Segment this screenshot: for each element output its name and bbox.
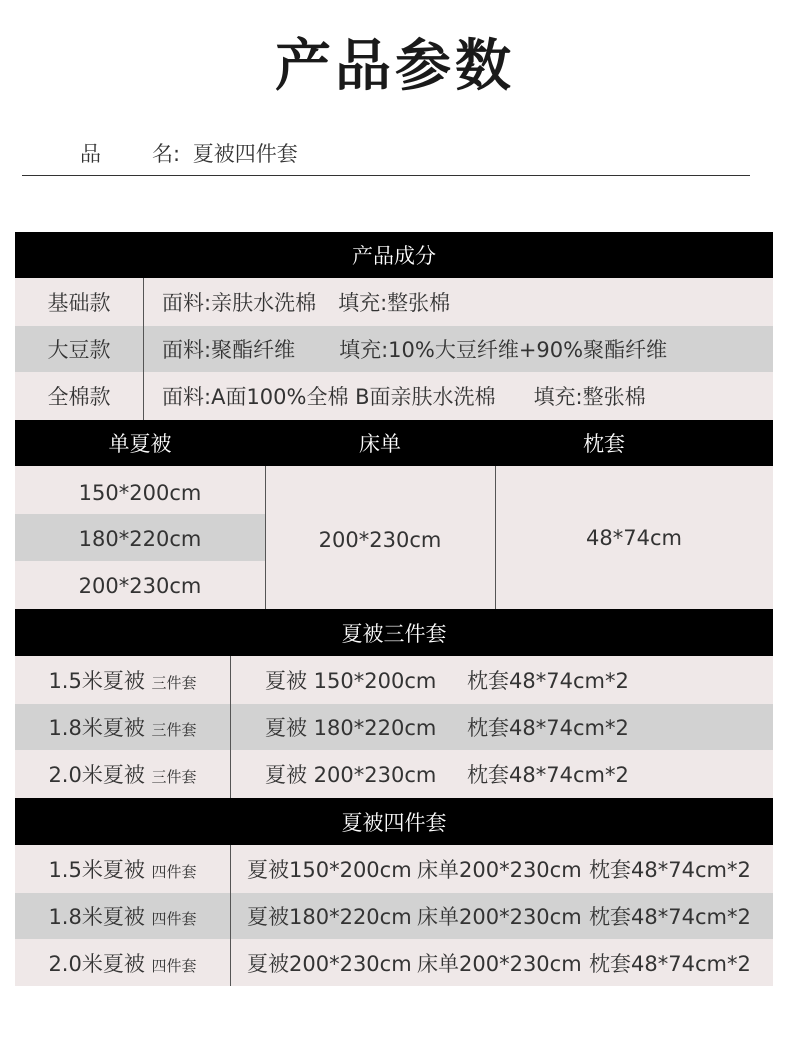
quilt-size: 200*230cm <box>78 574 202 598</box>
column-divider <box>230 845 231 986</box>
composition-row <box>15 278 773 326</box>
composition-filling: 填充:10%大豆纤维+90%聚酯纤维 <box>339 338 668 362</box>
column-divider <box>230 656 231 798</box>
set-name <box>15 712 230 742</box>
set-quilt: 夏被200*230cm <box>247 951 412 976</box>
set-suffix: 三件套 <box>151 721 197 739</box>
composition-filling: 填充:整张棉 <box>533 385 646 409</box>
size-header-band <box>15 420 773 466</box>
set-name-main: 1.5米夏被 <box>48 858 145 882</box>
set-pillow: 枕套48*74cm*2 <box>589 951 751 976</box>
column-divider <box>265 466 266 609</box>
product-name-value: 夏被四件套 <box>192 142 298 166</box>
four-piece-row <box>15 893 773 939</box>
quilt-size: 150*200cm <box>78 481 202 505</box>
set-quilt: 夏被 200*230cm <box>265 763 437 787</box>
set-quilt: 夏被 150*200cm <box>265 669 437 693</box>
pillow-size: 48*74cm <box>586 526 682 550</box>
set-name <box>15 665 230 695</box>
set-suffix: 四件套 <box>151 863 197 881</box>
four-piece-row <box>15 845 773 893</box>
composition-filling: 填充:整张棉 <box>338 291 451 315</box>
composition-fabric: 面料:A面100%全棉 B面亲肤水洗棉 <box>162 385 496 409</box>
set-pillow: 枕套48*74cm*2 <box>467 763 629 787</box>
three-piece-row <box>15 750 773 798</box>
size-header-pillow: 枕套 <box>583 432 625 456</box>
set-sheet: 床单200*230cm <box>417 905 582 929</box>
set-name-main: 1.5米夏被 <box>48 669 145 693</box>
column-divider <box>143 278 144 420</box>
composition-name: 基础款 <box>47 291 111 315</box>
product-name-row <box>80 138 298 168</box>
product-name-label-b: 名: <box>152 142 181 166</box>
product-name-label-a: 品 <box>80 142 101 166</box>
sheet-size: 200*230cm <box>318 528 442 552</box>
set-name-main: 1.8米夏被 <box>48 905 145 929</box>
composition-fabric: 面料:聚酯纤维 <box>162 338 296 362</box>
set-quilt: 夏被150*200cm <box>247 858 412 882</box>
set-quilt: 夏被 180*220cm <box>265 716 437 740</box>
size-header-sheet: 床单 <box>359 432 401 456</box>
size-header-quilt: 单夏被 <box>108 432 172 456</box>
set-name <box>15 948 230 978</box>
composition-row <box>15 326 773 372</box>
set-name-main: 2.0米夏被 <box>48 951 145 976</box>
composition-header: 产品成分 <box>15 232 773 278</box>
divider <box>22 175 750 176</box>
quilt-size: 180*220cm <box>78 527 202 551</box>
set-suffix: 四件套 <box>151 910 197 928</box>
composition-fabric: 面料:亲肤水洗棉 <box>162 291 317 315</box>
set-quilt: 夏被180*220cm <box>247 905 412 929</box>
set-pillow: 枕套48*74cm*2 <box>467 669 629 693</box>
set-name <box>15 759 230 789</box>
set-suffix: 三件套 <box>151 674 197 692</box>
set-suffix: 四件套 <box>151 956 197 975</box>
set-pillow: 枕套48*74cm*2 <box>589 858 751 882</box>
set-name-main: 2.0米夏被 <box>48 763 145 787</box>
set-pillow: 枕套48*74cm*2 <box>589 905 751 929</box>
set-name <box>15 901 230 931</box>
column-divider <box>495 466 496 609</box>
set-name-main: 1.8米夏被 <box>48 716 145 740</box>
composition-name: 大豆款 <box>47 338 111 362</box>
three-piece-row <box>15 704 773 750</box>
set-sheet: 床单200*230cm <box>417 858 582 882</box>
set-suffix: 三件套 <box>151 768 197 786</box>
three-piece-row <box>15 656 773 704</box>
set-sheet: 床单200*230cm <box>417 951 582 976</box>
composition-name: 全棉款 <box>47 385 111 409</box>
three-piece-header: 夏被三件套 <box>15 609 773 656</box>
page-title: 产品参数 <box>275 34 515 99</box>
four-piece-row <box>15 939 773 986</box>
set-name <box>15 854 230 884</box>
composition-row <box>15 372 773 420</box>
set-pillow: 枕套48*74cm*2 <box>467 716 629 740</box>
four-piece-header: 夏被四件套 <box>15 798 773 845</box>
